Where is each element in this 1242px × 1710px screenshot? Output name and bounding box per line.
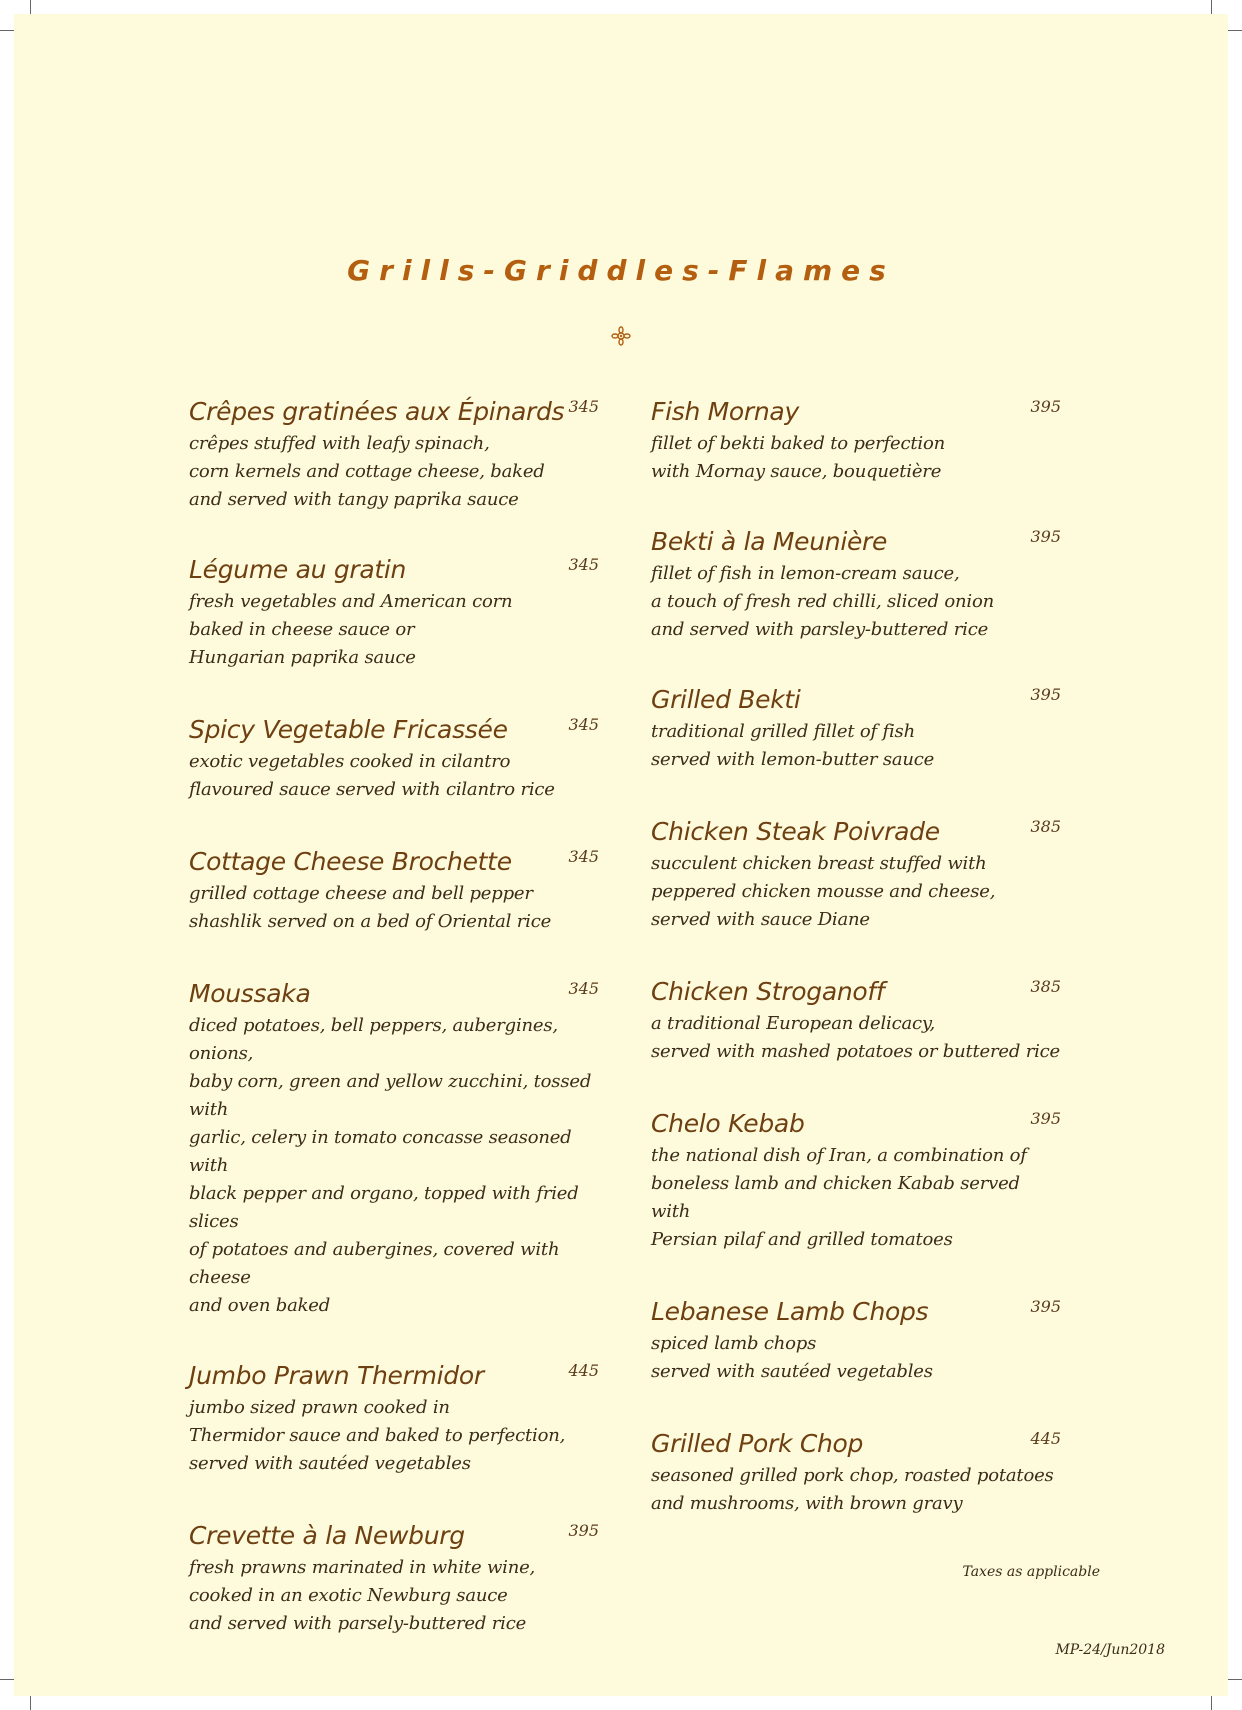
menu-item-price: 395 [568, 1521, 599, 1540]
menu-item-description: fillet of bekti baked to perfection with Mornay sauce, bouquetière [651, 433, 945, 482]
menu-item-name: Crevette à la Newburg [189, 1521, 465, 1550]
menu-item-description: the national dish of Iran, a combination of boneless lamb and chicken Kabab served with Persian pilaf and grilled tomatoes [651, 1145, 1027, 1250]
menu-item-price: 395 [1030, 527, 1061, 546]
menu-item-header [651, 1426, 1061, 1462]
menu-item [651, 1426, 1061, 1518]
menu-item-description: seasoned grilled pork chop, roasted potatoes and mushrooms, with brown gravy [651, 1465, 1054, 1514]
menu-item-header [651, 814, 1061, 850]
menu-item [189, 712, 599, 804]
menu-item-description: exotic vegetables cooked in cilantro flavoured sauce served with cilantro rice [189, 751, 555, 800]
menu-item-description: diced potatoes, bell peppers, aubergines, onions, baby corn, green and yellow zucchini, tossed with garlic, celery in tomato concasse seasoned with black pepper and organo, topped with fried slices of potatoes and aubergines, covered with cheese and oven baked [189, 1015, 592, 1316]
menu-item-name: Légume au gratin [189, 555, 407, 584]
crop-mark [0, 30, 14, 31]
menu-item-header [651, 974, 1061, 1010]
menu-item-header [651, 682, 1061, 718]
crop-mark [1228, 1679, 1242, 1680]
menu-item-header [189, 1518, 599, 1554]
menu-item [189, 844, 599, 936]
menu-item-name: Grilled Pork Chop [651, 1429, 864, 1458]
menu-item-name: Lebanese Lamb Chops [651, 1297, 929, 1326]
menu-item-header [651, 1106, 1061, 1142]
crop-mark [30, 1696, 31, 1710]
menu-item-header [651, 1294, 1061, 1330]
menu-title: Grills-Griddles-Flames [347, 254, 895, 287]
menu-item-header [189, 1358, 599, 1394]
menu-item-name: Jumbo Prawn Thermidor [189, 1361, 484, 1390]
menu-item-name: Crêpes gratinées aux Épinards [189, 397, 565, 426]
crop-mark [0, 1679, 14, 1680]
menu-item-price: 395 [1030, 1109, 1061, 1128]
menu-item [651, 1106, 1061, 1254]
menu-code: MP-24/Jun2018 [1055, 1642, 1165, 1658]
menu-item-description: fresh prawns marinated in white wine, cooked in an exotic Newburg sauce and served with parsely-buttered rice [189, 1557, 536, 1634]
menu-item-price: 345 [568, 847, 599, 866]
menu-item-price: 445 [568, 1361, 599, 1380]
menu-item-price: 385 [1030, 817, 1061, 836]
menu-item-price: 385 [1030, 977, 1061, 996]
menu-item-price: 395 [1030, 397, 1061, 416]
menu-item-price: 445 [1030, 1429, 1061, 1448]
menu-item-price: 395 [1030, 1297, 1061, 1316]
menu-item [189, 552, 599, 672]
menu-item-header [651, 394, 1061, 430]
crop-mark [1211, 1696, 1212, 1710]
menu-column-right [651, 394, 1061, 1518]
menu-item-price: 345 [568, 979, 599, 998]
menu-item [189, 1358, 599, 1478]
menu-item-name: Chicken Steak Poivrade [651, 817, 940, 846]
menu-item-name: Bekti à la Meunière [651, 527, 888, 556]
menu-item [189, 976, 599, 1320]
menu-item-header [189, 552, 599, 588]
menu-item-name: Chicken Stroganoff [651, 977, 885, 1006]
menu-item [651, 524, 1061, 644]
menu-item-price: 395 [1030, 685, 1061, 704]
menu-item-header [189, 712, 599, 748]
menu-item [651, 814, 1061, 934]
menu-item [189, 394, 599, 514]
menu-item-name: Moussaka [189, 979, 311, 1008]
menu-item [651, 974, 1061, 1066]
menu-item [651, 682, 1061, 774]
menu-item-header [189, 844, 599, 880]
menu-item-name: Chelo Kebab [651, 1109, 805, 1138]
menu-item-price: 345 [568, 555, 599, 574]
menu-item-header [189, 394, 599, 430]
menu-item-name: Spicy Vegetable Fricassée [189, 715, 508, 744]
menu-item-name: Cottage Cheese Brochette [189, 847, 512, 876]
menu-column-left [189, 394, 599, 1638]
menu-item [651, 1294, 1061, 1386]
taxes-note: Taxes as applicable [962, 1564, 1100, 1580]
menu-item-description: fillet of fish in lemon-cream sauce, a touch of fresh red chilli, sliced onion and served with parsley-buttered rice [651, 563, 994, 640]
menu-item [189, 1518, 599, 1638]
menu-item-header [189, 976, 599, 1012]
menu-item-price: 345 [568, 715, 599, 734]
menu-item [651, 394, 1061, 486]
crop-mark [1211, 0, 1212, 14]
menu-item-description: grilled cottage cheese and bell pepper shashlik served on a bed of Oriental rice [189, 883, 552, 932]
crop-mark [30, 0, 31, 14]
crop-mark [1228, 30, 1242, 31]
menu-item-description: spiced lamb chops served with sautéed vegetables [651, 1333, 933, 1382]
menu-item-description: traditional grilled fillet of fish served with lemon-butter sauce [651, 721, 935, 770]
menu-item-name: Grilled Bekti [651, 685, 801, 714]
menu-item-price: 345 [568, 397, 599, 416]
menu-item-description: succulent chicken breast stuffed with peppered chicken mousse and cheese, served with sauce Diane [651, 853, 996, 930]
menu-item-description: fresh vegetables and American corn baked in cheese sauce or Hungarian paprika sauce [189, 591, 513, 668]
menu-item-description: a traditional European delicacy, served with mashed potatoes or buttered rice [651, 1013, 1060, 1062]
menu-item-description: crêpes stuffed with leafy spinach, corn kernels and cottage cheese, baked and served with tangy paprika sauce [189, 433, 545, 510]
flower-ornament-icon [611, 326, 631, 346]
menu-item-header [651, 524, 1061, 560]
menu-item-name: Fish Mornay [651, 397, 799, 426]
menu-item-description: jumbo sized prawn cooked in Thermidor sauce and baked to perfection, served with sautéed vegetables [189, 1397, 566, 1474]
